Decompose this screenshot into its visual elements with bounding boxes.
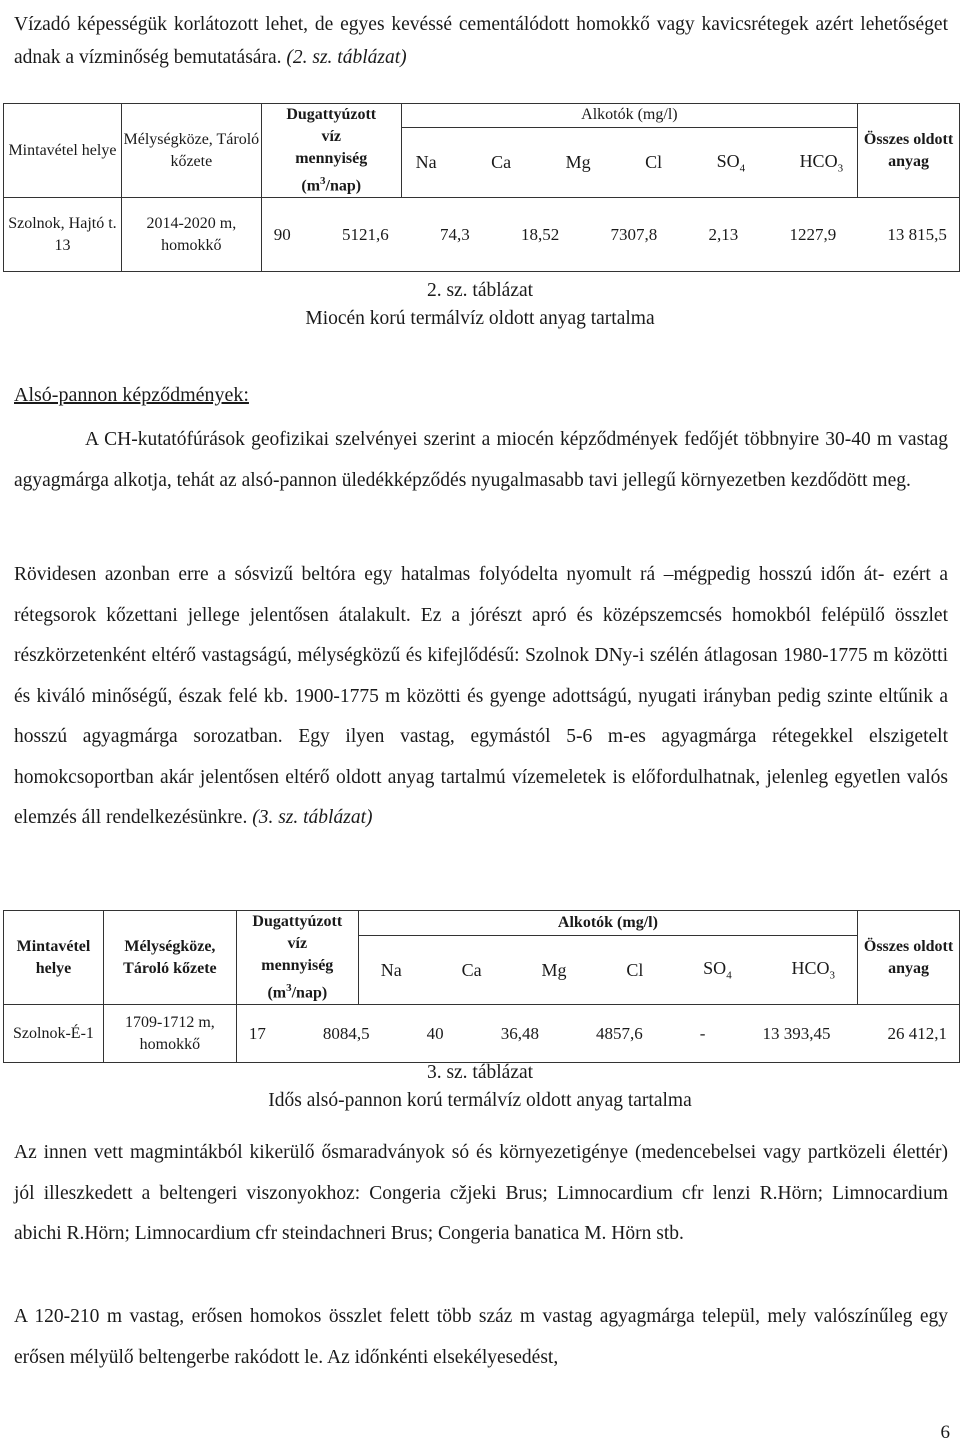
component-mg: Mg — [565, 152, 591, 173]
paragraph-2 — [14, 555, 948, 839]
value-total: 26 412,1 — [887, 1023, 947, 1043]
value-hco3: 13 393,45 — [762, 1023, 831, 1043]
caption-number: 2. sz. táblázat — [426, 280, 534, 301]
cell-place: Szolnok-É-1 — [4, 1005, 104, 1063]
table-2-caption — [0, 277, 960, 333]
value-hco3: 1227,9 — [789, 224, 837, 244]
cell-place: Szolnok, Hajtó t. 13 — [4, 198, 122, 272]
value-na: 5121,6 — [342, 224, 389, 244]
value-so4: 2,13 — [708, 224, 739, 244]
paragraph-4: A 120-210 m vastag, erősen homokos összlet felett több száz m vastag agyagmárga települ, mely valószínűleg egy erősen mélyülő beltengerbe rakódott le. Az időnkénti elsekélyesedést, — [14, 1306, 948, 1368]
section-heading: Alsó-pannon képződmények: — [14, 384, 249, 406]
caption-title: Miocén korú termálvíz oldott anyag tartalma — [305, 308, 655, 329]
component-ca: Ca — [491, 152, 512, 173]
table-row — [4, 198, 960, 272]
value-quantity: 17 — [248, 1023, 266, 1043]
intro-paragraph — [14, 8, 948, 74]
caption-number: 3. sz. táblázat — [426, 1062, 534, 1083]
table-2-miocene — [3, 103, 960, 272]
component-so4: $SO_4$ — [703, 958, 732, 982]
component-cl: Cl — [626, 959, 644, 980]
value-na: 8084,5 — [322, 1023, 370, 1043]
paragraph-3: Az innen vett magmintákból kikerülő ősmaradványok só és környezetigénye (medencebelsei vagy partközeli élettér) jól illeszkedett a beltengeri viszonyokhoz: Congeria cžjeki Brus; Limnocardium cfr lenzi R.Hörn; Limnocardium abichi R.Hörn; Limnocardium cfr steindachneri Brus; Congeria banatica M. Hörn stb. — [14, 1142, 948, 1244]
value-mg: 18,52 — [520, 224, 560, 244]
paragraph-1: A CH-kutatófúrások geofizikai szelvényei szerint a miocén képződmények fedőjét többnyire 30-40 m vastag agyagmárga alkotja, tehát az alsó-pannon üledékképződés nyugalmasabb tavi jellegű környezetben kezdődött meg. — [14, 429, 948, 491]
cell-values — [236, 1005, 959, 1063]
component-hco3: $HCO_3$ — [799, 150, 844, 175]
component-na: Na — [380, 959, 402, 980]
page-number: 6 — [940, 1422, 950, 1443]
value-cl: 4857,6 — [595, 1023, 643, 1043]
table-3-lower-pannonian — [3, 910, 960, 1063]
header-sampling-place: Mintavétel helye — [4, 911, 104, 1005]
header-depth-rock: Mélységköze, Tároló kőzete — [121, 104, 261, 198]
component-cl: Cl — [645, 152, 663, 173]
value-quantity: 90 — [273, 224, 291, 244]
component-so4: $SO_4$ — [716, 150, 746, 175]
value-mg: 36,48 — [500, 1023, 539, 1043]
header-total-dissolved: Összes oldott anyag — [858, 104, 960, 198]
component-headers — [401, 127, 857, 198]
header-water-quantity: Dugattyúzott víz mennyiség $(m^3/nap)$ — [261, 104, 401, 198]
value-cl: 7307,8 — [610, 224, 658, 244]
component-ca: Ca — [461, 959, 482, 980]
intro-text: Vízadó képességük korlátozott lehet, de egyes kevéssé cementálódott homokkő vagy kavicsrétegek azért lehetőséget adnak a vízminőség bemutatására. — [14, 13, 948, 68]
value-ca: 40 — [426, 1023, 444, 1043]
value-total: 13 815,5 — [887, 224, 947, 244]
header-total-dissolved: Összes oldott anyag — [858, 911, 960, 1005]
caption-title: Idős alsó-pannon korú termálvíz oldott anyag tartalma — [268, 1090, 692, 1111]
header-components: Alkotók (mg/l) — [401, 104, 857, 128]
header-sampling-place: Mintavétel helye — [4, 104, 122, 198]
component-na: Na — [415, 152, 437, 173]
value-so4: - — [699, 1023, 706, 1043]
value-ca: 74,3 — [440, 224, 470, 244]
table-row — [4, 1005, 960, 1063]
component-mg: Mg — [541, 959, 567, 980]
cell-depth: 1709-1712 m, homokkő — [103, 1005, 236, 1063]
header-depth-rock: Mélységköze, Tároló kőzete — [103, 911, 236, 1005]
cell-depth: 2014-2020 m, homokkő — [121, 198, 261, 272]
component-headers — [358, 935, 857, 1004]
paragraph-2-table-ref: (3. sz. táblázat) — [252, 807, 373, 828]
cell-values — [261, 198, 959, 272]
header-components: Alkotók (mg/l) — [358, 911, 857, 936]
intro-table-ref: (2. sz. táblázat) — [286, 46, 407, 68]
paragraph-2-text: Rövidesen azonban erre a sósvizű beltóra egy hatalmas folyódelta nyomult rá –mégpedig hosszú időn át- ezért a rétegsorok kőzettani jellege jelentősen átalakult. Ez a jórészt apró és középszemcsés homokból felépülő összlet részkörzetenként eltérő vastagságú, mélységközű és kifejlődésű: Szolnok DNy-i szélén átlagosan 1980-1775 m közötti és kiváló minőségű, észak felé kb. 1900-1775 m közötti és gyenge adottságú, nyugati irányban pedig szinte eltűnik a hosszú agyagmárga sorozatban. Egy ilyen vastag, egymástól 5-6 m-es agyagmárga rétegekkel elszigetelt homokcsoportban akár jelentősen eltérő oldott anyag tartalmú vízemeletek is előfordulhatnak, jelenleg egyetlen valós elemzés áll rendelkezésünkre. — [14, 564, 948, 828]
header-water-quantity: Dugattyúzott víz mennyiség $(m^3/nap)$ — [236, 911, 358, 1005]
table-3-caption — [0, 1059, 960, 1115]
component-hco3: $HCO_3$ — [791, 958, 836, 982]
